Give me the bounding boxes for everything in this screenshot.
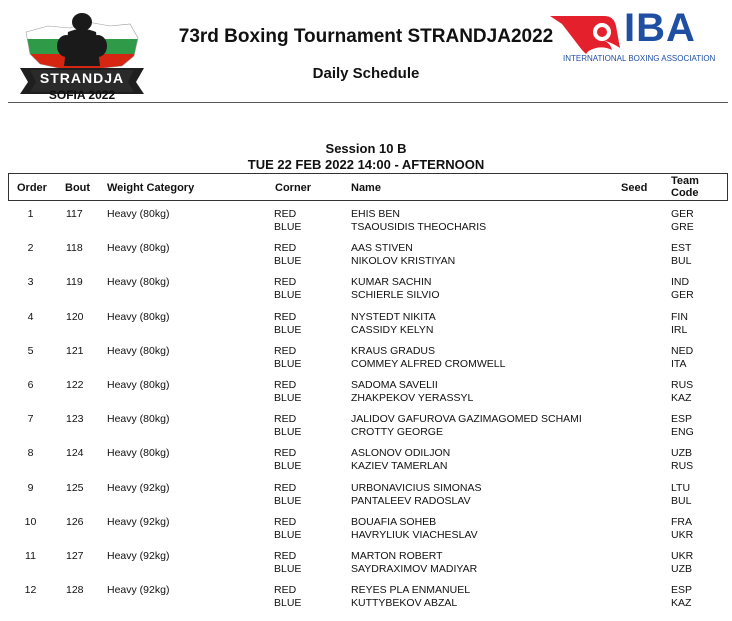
order-cell: 5 [27, 344, 34, 357]
table-row [0, 311, 732, 345]
red-team-code: GER [671, 208, 694, 220]
table-row [0, 550, 732, 584]
blue-boxer-name: CROTTY GEORGE [351, 426, 443, 439]
iba-tagline: INTERNATIONAL BOXING ASSOCIATION [563, 54, 716, 63]
weight-category-cell: Heavy (92kg) [107, 549, 170, 562]
page-subtitle: Daily Schedule [312, 65, 420, 82]
header-divider [8, 102, 728, 103]
blue-boxer-name: HAVRYLIUK VIACHESLAV [351, 528, 478, 541]
bout-number-cell: 118 [66, 242, 83, 255]
blue-boxer-name: SAYDRAXIMOV MADIYAR [351, 562, 478, 575]
bout-number-cell: 124 [66, 447, 84, 460]
red-team-code: RUS [671, 378, 694, 391]
blue-corner-label: BLUE [274, 528, 302, 541]
red-boxer-name: REYES PLA ENMANUEL [351, 584, 471, 597]
blue-corner-label: BLUE [274, 323, 302, 336]
red-boxer-name: KUMAR SACHIN [351, 276, 432, 289]
blue-team-code: IRL [671, 323, 688, 336]
blue-boxer-name: ZHAKPEKOV YERASSYL [351, 391, 474, 404]
red-boxer-name: KRAUS GRADUS [351, 344, 436, 357]
col-order-header: Order [17, 182, 47, 194]
blue-team-code: ITA [671, 357, 687, 370]
session-label: Session 10 B [325, 141, 407, 156]
table-row [0, 242, 732, 276]
weight-category-cell: Heavy (80kg) [107, 310, 170, 323]
red-team-code: NED [671, 344, 694, 357]
weight-category-cell: Heavy (80kg) [107, 344, 170, 357]
blue-corner-label: BLUE [274, 426, 302, 439]
col-team-header-line2: Code [671, 187, 699, 199]
blue-team-code: BUL [671, 494, 692, 507]
bout-number-cell: 126 [66, 515, 84, 528]
table-row [0, 379, 732, 413]
order-cell: 1 [27, 208, 34, 220]
bout-number-cell: 119 [66, 276, 83, 289]
blue-boxer-name: NIKOLOV KRISTIYAN [351, 255, 456, 268]
blue-boxer-name: KAZIEV TAMERLAN [351, 460, 448, 473]
blue-team-code: BUL [671, 255, 692, 268]
order-cell: 2 [27, 242, 34, 255]
col-team-header-line1: Team [671, 175, 699, 187]
blue-corner-label: BLUE [274, 255, 302, 268]
blue-boxer-name: TSAOUSIDIS THEOCHARIS [351, 221, 487, 233]
blue-team-code: KAZ [671, 391, 692, 404]
table-header [8, 173, 728, 201]
red-corner-label: RED [274, 310, 297, 323]
red-boxer-name: ASLONOV ODILJON [351, 447, 451, 460]
weight-category-cell: Heavy (80kg) [107, 378, 170, 391]
blue-corner-label: BLUE [274, 494, 302, 507]
col-name-header: Name [351, 182, 381, 194]
red-team-code: IND [671, 276, 690, 289]
red-boxer-name: NYSTEDT NIKITA [351, 310, 436, 323]
red-corner-label: RED [274, 515, 297, 528]
bout-number-cell: 128 [66, 584, 84, 597]
order-cell: 9 [27, 481, 34, 494]
bout-number-cell: 123 [66, 413, 84, 426]
order-cell: 3 [27, 276, 34, 289]
red-corner-label: RED [274, 276, 297, 289]
blue-team-code: GER [671, 289, 694, 302]
red-corner-label: RED [274, 413, 297, 426]
blue-boxer-name: KUTTYBEKOV ABZAL [351, 597, 458, 610]
table-row [0, 276, 732, 310]
red-boxer-name: BOUAFIA SOHEB [351, 515, 437, 528]
bout-number-cell: 117 [66, 208, 83, 220]
blue-corner-label: BLUE [274, 221, 302, 233]
blue-team-code: UZB [671, 562, 692, 575]
bout-number-cell: 121 [66, 344, 84, 357]
order-cell: 11 [25, 549, 36, 562]
blue-boxer-name: CASSIDY KELYN [351, 323, 434, 336]
red-corner-label: RED [274, 208, 297, 220]
bout-number-cell: 122 [66, 378, 84, 391]
red-boxer-name: URBONAVICIUS SIMONAS [351, 481, 482, 494]
table-row [0, 345, 732, 379]
weight-category-cell: Heavy (80kg) [107, 242, 170, 255]
red-corner-label: RED [274, 549, 297, 562]
order-cell: 12 [24, 584, 37, 597]
blue-boxer-name: SCHIERLE SILVIO [351, 289, 440, 302]
weight-category-cell: Heavy (92kg) [107, 584, 170, 597]
red-team-code: FRA [671, 515, 692, 528]
red-corner-label: RED [274, 584, 297, 597]
blue-team-code: RUS [671, 460, 694, 473]
col-weight-header: Weight Category [107, 182, 195, 194]
weight-category-cell: Heavy (80kg) [107, 208, 170, 220]
table-row [0, 413, 732, 447]
iba-brand-text: IBA [624, 6, 696, 50]
red-corner-label: RED [274, 242, 297, 255]
bout-number-cell: 120 [66, 310, 84, 323]
red-boxer-name: EHIS BEN [351, 208, 401, 220]
col-seed-header: Seed [621, 182, 648, 194]
table-row [0, 516, 732, 550]
table-row [0, 208, 732, 242]
red-team-code: LTU [671, 481, 691, 494]
order-cell: 10 [24, 515, 37, 528]
red-corner-label: RED [274, 378, 297, 391]
table-row [0, 482, 732, 516]
red-team-code: UKR [671, 549, 694, 562]
schedule-table [0, 208, 732, 618]
bout-number-cell: 127 [66, 549, 84, 562]
blue-corner-label: BLUE [274, 562, 302, 575]
red-team-code: ESP [671, 413, 693, 426]
blue-boxer-name: PANTALEEV RADOSLAV [351, 494, 471, 507]
session-datetime: TUE 22 FEB 2022 14:00 - AFTERNOON [247, 157, 485, 172]
table-row [0, 447, 732, 481]
red-boxer-name: JALIDOV GAFUROVA GAZIMAGOMED SCHAMI [351, 413, 582, 426]
order-cell: 7 [27, 413, 34, 426]
order-cell: 4 [27, 310, 34, 323]
col-bout-header: Bout [65, 182, 91, 194]
red-corner-label: RED [274, 344, 297, 357]
weight-category-cell: Heavy (80kg) [107, 413, 170, 426]
red-corner-label: RED [274, 481, 297, 494]
blue-corner-label: BLUE [274, 391, 302, 404]
red-team-code: UZB [671, 447, 692, 460]
col-team-header [671, 175, 699, 199]
blue-team-code: GRE [671, 221, 694, 233]
logo-strandja-text: STRANDJA [39, 70, 125, 86]
red-team-code: FIN [671, 310, 688, 323]
weight-category-cell: Heavy (92kg) [107, 481, 170, 494]
table-row [0, 584, 732, 618]
blue-team-code: ENG [671, 426, 694, 439]
order-cell: 6 [27, 378, 34, 391]
blue-team-code: KAZ [671, 597, 692, 610]
red-boxer-name: MARTON ROBERT [351, 549, 443, 562]
logo-sofia-text: SOFIA 2022 [48, 88, 116, 102]
weight-category-cell: Heavy (80kg) [107, 276, 170, 289]
weight-category-cell: Heavy (80kg) [107, 447, 170, 460]
bout-number-cell: 125 [66, 481, 84, 494]
order-cell: 8 [27, 447, 34, 460]
col-corner-header: Corner [275, 182, 312, 194]
weight-category-cell: Heavy (92kg) [107, 515, 170, 528]
red-corner-label: RED [274, 447, 297, 460]
blue-team-code: UKR [671, 528, 694, 541]
red-team-code: ESP [671, 584, 693, 597]
blue-boxer-name: COMMEY ALFRED CROMWELL [351, 357, 506, 370]
blue-corner-label: BLUE [274, 460, 302, 473]
red-boxer-name: AAS STIVEN [351, 242, 413, 255]
blue-corner-label: BLUE [274, 597, 302, 610]
blue-corner-label: BLUE [274, 289, 302, 302]
blue-corner-label: BLUE [274, 357, 302, 370]
red-team-code: EST [671, 242, 692, 255]
page-title: 73rd Boxing Tournament STRANDJA2022 [178, 26, 554, 47]
red-boxer-name: SADOMA SAVELII [351, 378, 438, 391]
